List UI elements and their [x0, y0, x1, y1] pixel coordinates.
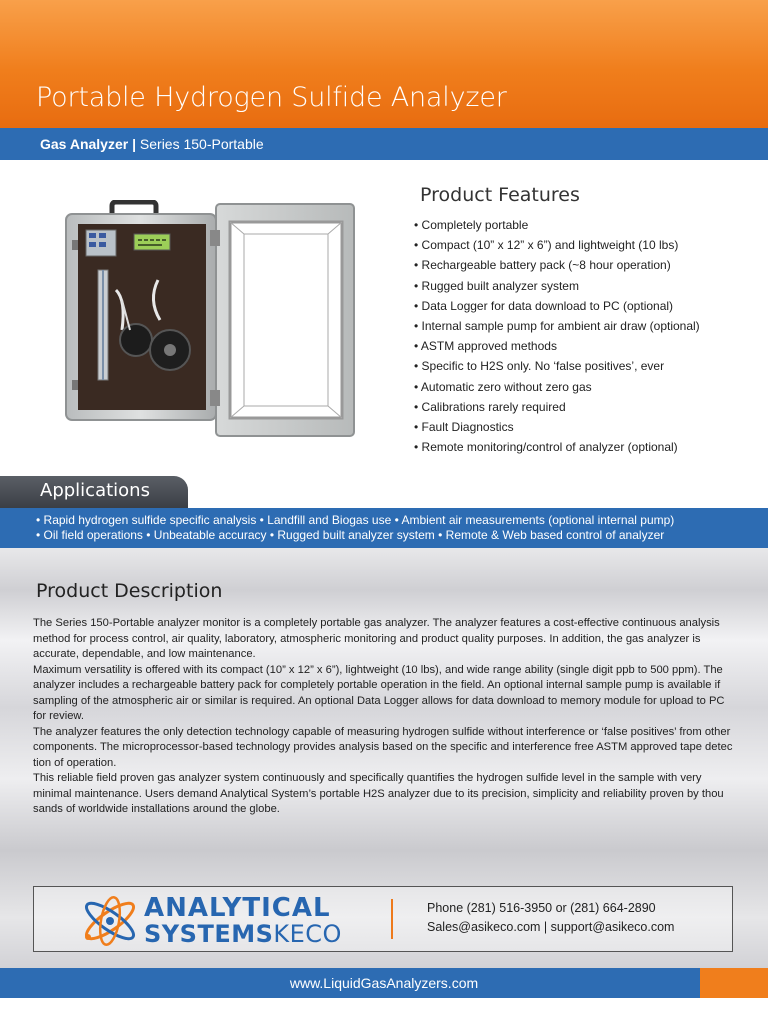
feature-item: • ASTM approved methods	[414, 336, 700, 356]
description-paragraph: The analyzer features the only detection technology capable of measuring hydrogen sulfide without interference or ‘false positives’ from other components. The microprocessor-based technology provides analysis based on the specific and interference free ASTM approved tape detec tion of operation.	[33, 725, 733, 769]
contact-divider	[391, 899, 393, 939]
contact-phone[interactable]: Phone (281) 516-3950 or (281) 664-2890	[427, 901, 656, 915]
description-title: Product Description	[36, 580, 223, 602]
description-body	[33, 616, 733, 818]
features-section	[0, 160, 768, 478]
analyzer-product-image	[64, 200, 364, 460]
description-paragraph: This reliable field proven gas analyzer system continuously and specifically quantifies the hydrogen sulfide level in the sample with very minimal maintenance. Users demand Analytical System’s portable H2S analyzer due to its precision, simplicity and reliability proven by thou sands of worldwide installations around the globe.	[33, 772, 724, 815]
subtitle-category: Gas Analyzer	[40, 136, 129, 152]
feature-item: • Fault Diagnostics	[414, 417, 700, 437]
page-title: Portable Hydrogen Sulfide Analyzer	[36, 82, 507, 113]
logo-text-systems-main: SYSTEMS	[144, 920, 274, 948]
applications-line: • Rapid hydrogen sulfide specific analysis • Landfill and Biogas use • Ambient air measurements (optional internal pump)	[36, 513, 675, 527]
contact-box	[33, 886, 733, 952]
feature-item: • Completely portable	[414, 215, 700, 235]
contact-info	[427, 899, 674, 937]
feature-item: • Compact (10” x 12” x 6”) and lightweight (10 lbs)	[414, 235, 700, 255]
applications-line: • Oil field operations • Unbeatable accuracy • Rugged built analyzer system • Remote & Web based control of analyzer	[36, 528, 665, 542]
footer-url-link[interactable]: www.LiquidGasAnalyzers.com	[289, 975, 479, 991]
feature-item: • Remote monitoring/control of analyzer (optional)	[414, 437, 700, 457]
feature-item: • Automatic zero without zero gas	[414, 377, 700, 397]
contact-emails[interactable]: Sales@asikeco.com | support@asikeco.com	[427, 920, 675, 934]
atom-logo-icon	[78, 893, 142, 949]
header-banner	[0, 0, 768, 128]
company-logo	[78, 893, 408, 949]
feature-item: • Internal sample pump for ambient air draw (optional)	[414, 316, 700, 336]
description-paragraph: The Series 150-Portable analyzer monitor is a completely portable gas analyzer. The analyzer features a cost-effective continuous analysis method for process control, air quality, laboratory, atmospheric monitoring and product quality purposes. In addition, the gas analyzer is accurate, dependable, and low maintenance.	[33, 617, 720, 660]
logo-text-systems	[144, 920, 342, 948]
subtitle-bar	[0, 128, 768, 160]
subtitle-series: Series 150-Portable	[139, 136, 264, 152]
feature-item: • Rechargeable battery pack (~8 hour operation)	[414, 255, 700, 275]
applications-title: Applications	[0, 476, 188, 508]
bottom-margin	[0, 998, 768, 1024]
feature-item: • Data Logger for data download to PC (optional)	[414, 296, 700, 316]
feature-item: • Rugged built analyzer system	[414, 276, 700, 296]
feature-item: • Specific to H2S only. No ‘false positives’, ever	[414, 356, 700, 376]
applications-bar	[0, 508, 768, 548]
footer-accent	[700, 968, 768, 998]
logo-text-analytical: ANALYTICAL	[144, 893, 331, 923]
feature-item: • Calibrations rarely required	[414, 397, 700, 417]
features-title: Product Features	[420, 184, 580, 206]
subtitle-separator: |	[128, 136, 140, 152]
description-paragraph: Maximum versatility is offered with its compact (10” x 12” x 6”), lightweight (10 lbs), and wide range ability (single digit ppb to 500 ppm). The analyzer includes a rechargeable battery pack for completely portable operation in the field. An optional internal sample pump is available if sampling of the atmospheric air or similar is required. An optional Data Logger allows for data download to memory module for upload to PC for review.	[33, 663, 725, 722]
logo-text-keco: KECO	[273, 920, 342, 948]
features-list	[414, 215, 700, 457]
footer-bar	[0, 968, 768, 998]
